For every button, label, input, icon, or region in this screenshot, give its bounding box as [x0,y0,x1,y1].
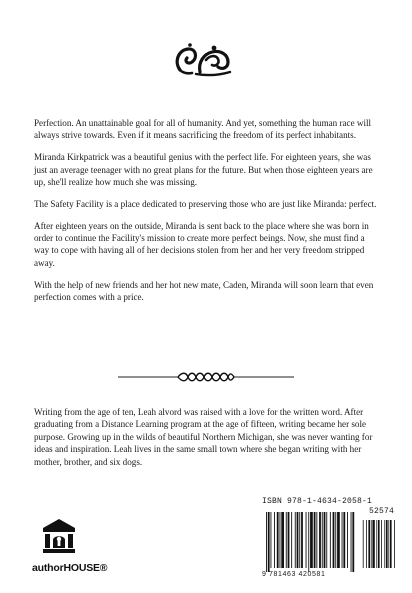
barcode-bar [274,512,275,568]
barcode-addon-bar [394,520,395,568]
barcode-bar [314,512,316,568]
barcode-bar [316,512,317,568]
barcode-addon-bar [363,520,364,568]
barcode-bar [288,512,290,568]
barcode-bar [299,512,300,568]
isbn-number: ISBN 978-1-4634-2058-1 [262,497,373,506]
barcode-bar [330,512,331,568]
blurb-paragraph: After eighteen years on the outside, Miranda is sent back to the place where she was born in order to continue the Facility's mission to create more perfect beings. Now, she must find a way to cope with having all of her decisions stolen from her and her very freedom stripped away. [34,220,369,268]
barcode-bar [301,512,303,568]
barcode-bar [347,512,348,568]
blurb-paragraph: With the help of new friends and her hot new mate, Caden, Miranda will soon learn that even perfection comes with a price. [34,279,374,303]
barcode-addon-bar [381,520,382,568]
isbn-label [262,497,396,516]
publisher-name: authorHOUSE® [32,562,108,574]
barcode-bar [322,512,323,568]
authorhouse-building-icon [42,518,76,554]
barcode-bar [343,512,345,568]
barcode-bar [281,512,284,568]
barcode-bar [335,512,336,568]
decorative-flourish-icon [170,40,236,80]
publisher-logo [32,518,108,580]
barcode-bar [306,512,307,568]
blurb-paragraph: Perfection. An unattainable goal for all of humanity. And yet, something the human race will always strive towards. Even if it means sacrificing the freedom of its perfect inhabitants. [34,118,372,141]
barcode-digits: 9 781463 420581 [262,571,326,578]
barcode-bar [333,512,335,568]
barcode-addon-bar [376,520,377,568]
barcode-bar [291,512,292,568]
barcode-bar [308,512,309,572]
barcode-bar [326,512,327,568]
blurb-paragraph: Miranda Kirkpatrick was a beautiful genius with the perfect life. For eighteen years, she was just an average teenager with no great plans for the future. But when those eighteen years are up, she'll realize how much she was missing. [34,152,373,188]
barcode-bar [266,512,267,572]
barcode-addon-bar [366,520,367,568]
barcode-bar [280,512,281,568]
barcode-addon-bar [384,520,385,568]
barcode-bar [271,512,272,568]
barcode-bars [262,508,396,572]
barcode-bar [277,512,279,568]
barcode-bar [337,512,340,568]
back-cover-blurb [34,117,382,313]
barcode-bar [295,512,296,568]
isbn-barcode [262,497,396,579]
barcode-bar [310,512,313,568]
barcode-bar [351,512,352,572]
decorative-divider-icon [118,371,294,383]
barcode-addon-bar [378,520,380,568]
barcode-addon-bar [368,520,370,568]
price-code: 52574 [368,507,394,516]
barcode-addon-bar [390,520,392,568]
barcode-addon-bar [372,520,374,568]
barcode-addon-bar [386,520,388,568]
barcode-bar [324,512,326,568]
barcode-bar [286,512,287,568]
barcode-bar [342,512,343,568]
author-bio: Writing from the age of ten, Leah alvord was raised with a love for the written word. After graduating from a Distance Learning program at the age of fifteen, writing became her sole purpose. Growing up in the wilds of beautiful Northern Michigan, she was never wanting for ideas and inspiration. Leah lives in the same small town where she began writing with her mother, brother, and six dogs. [34,407,373,467]
barcode-addon-bar [371,520,372,568]
barcode-addon-bar [388,520,389,568]
barcode-bar [268,512,270,572]
barcode-bar [319,512,321,568]
barcode-bar [297,512,299,568]
barcode-bar [352,512,354,572]
blurb-paragraph: The Safety Facility is a place dedicated to preserving those who are just like Miranda: perfect. [34,198,377,209]
